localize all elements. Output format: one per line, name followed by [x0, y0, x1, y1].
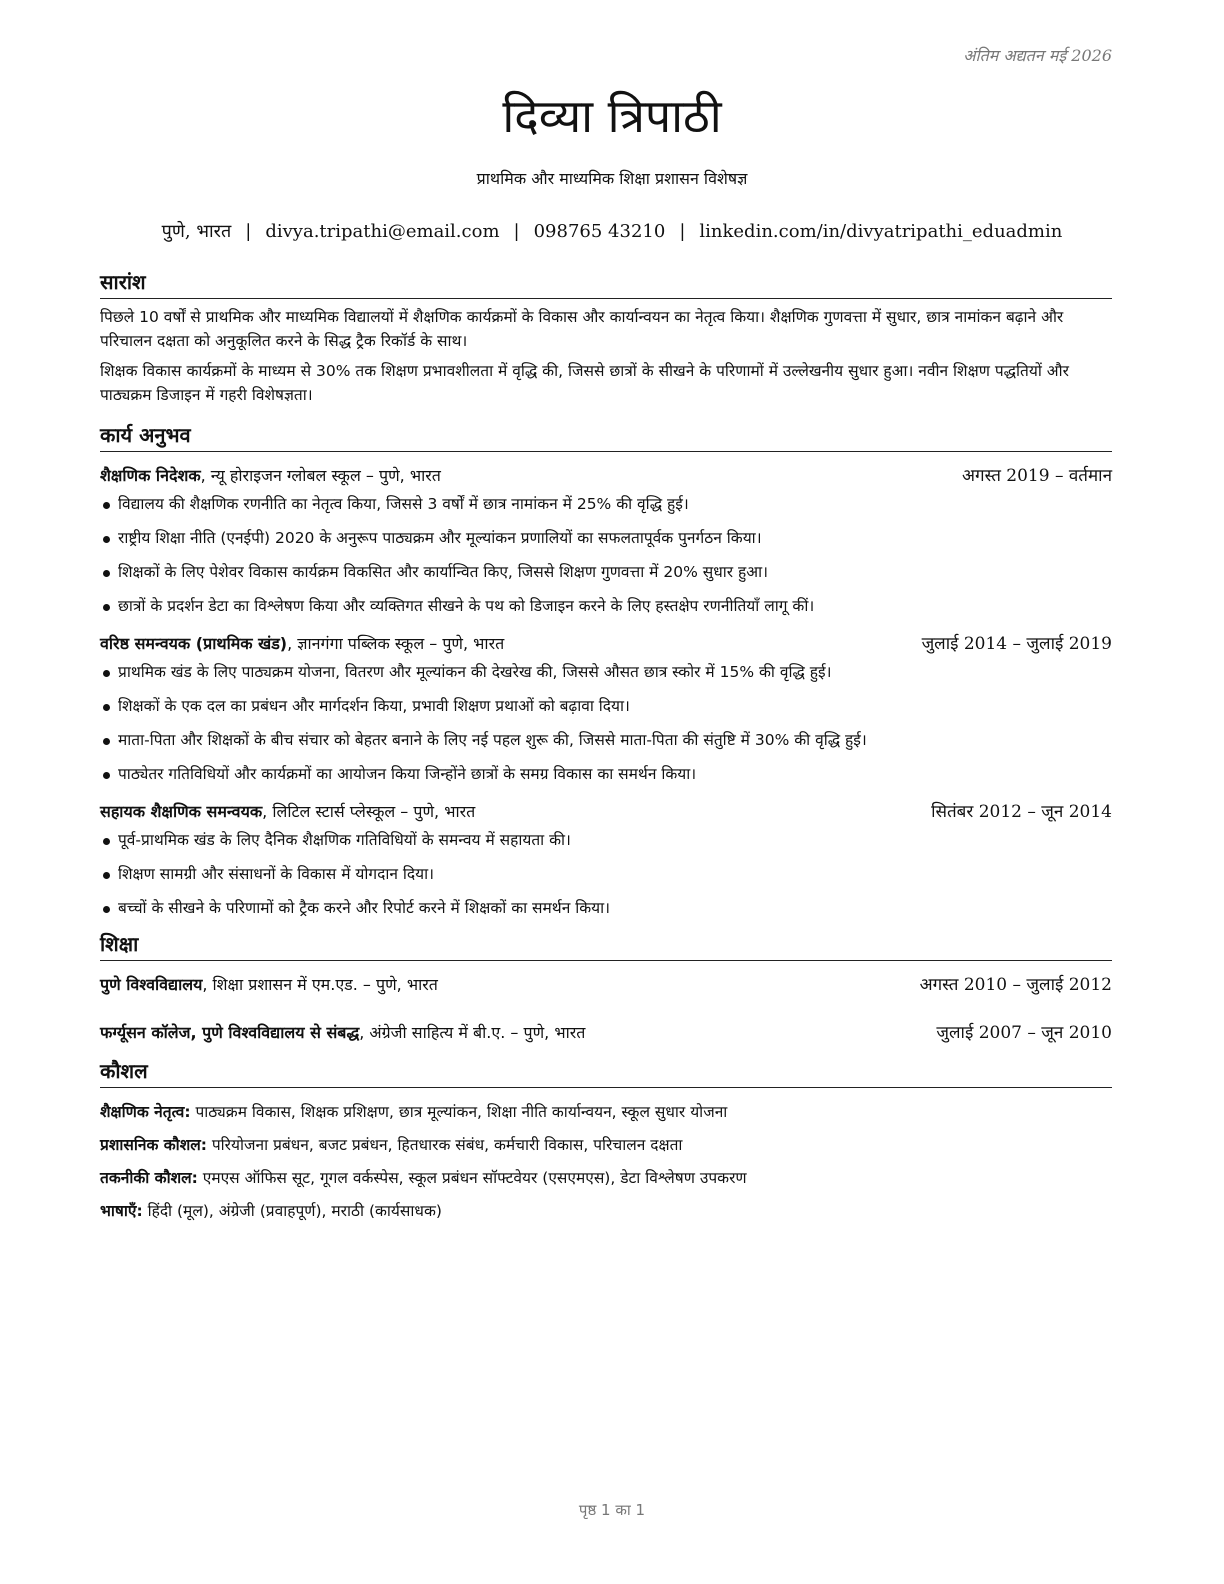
job-entry: [100, 464, 1112, 618]
job-org: , न्यू होराइजन ग्लोबल स्कूल – पुणे, भारत: [200, 466, 441, 485]
skills-value: परियोजना प्रबंधन, बजट प्रबंधन, हितधारक संबंध, कर्मचारी विकास, परिचालन दक्षता: [206, 1136, 683, 1154]
education-entry: [100, 973, 1112, 997]
list-item: विद्यालय की शैक्षणिक रणनीति का नेतृत्व किया, जिससे 3 वर्षों में छात्र नामांकन में 25% की वृद्धि हुई।: [100, 492, 1112, 516]
summary-paragraph: पिछले 10 वर्षों से प्राथमिक और माध्यमिक विद्यालयों में शैक्षणिक कार्यक्रमों के विकास और कार्यान्वयन का नेतृत्व किया। शैक्षणिक गुणवत्ता में सुधार, छात्र नामांकन बढ़ाने और परिचालन दक्षता को अनुकूलित करने के सिद्ध ट्रैक रिकॉर्ड के साथ।: [100, 308, 1064, 350]
education-detail: , शिक्षा प्रशासन में एम.एड. – पुणे, भारत: [202, 975, 438, 994]
education-school: पुणे विश्वविद्यालय: [100, 975, 203, 994]
contact-separator: |: [679, 221, 686, 242]
list-item: प्राथमिक खंड के लिए पाठ्यक्रम योजना, वितरण और मूल्यांकन की देखरेख की, जिससे औसत छात्र स्कोर में 15% की वृद्धि हुई।: [100, 660, 1112, 684]
contact-separator: |: [245, 221, 252, 242]
skills-row: [100, 1133, 1112, 1157]
job-title-line: [100, 464, 441, 488]
education-school: फर्ग्यूसन कॉलेज, पुणे विश्वविद्यालय से संबद्ध: [100, 1023, 360, 1042]
list-item: शिक्षकों के एक दल का प्रबंधन और मार्गदर्शन किया, प्रभावी शिक्षण प्रथाओं को बढ़ावा दिया।: [100, 694, 1112, 718]
job-role: शैक्षणिक निदेशक: [100, 466, 201, 485]
list-item: शिक्षण सामग्री और संसाधनों के विकास में योगदान दिया।: [100, 862, 1112, 886]
skills-value: एमएस ऑफिस सूट, गूगल वर्कस्पेस, स्कूल प्रबंधन सॉफ्टवेयर (एसएमएस), डेटा विश्लेषण उपकरण: [197, 1169, 747, 1187]
education-detail: , अंग्रेजी साहित्य में बी.ए. – पुणे, भारत: [359, 1023, 586, 1042]
job-header: [100, 632, 1112, 656]
job-org: , ज्ञानगंगा पब्लिक स्कूल – पुणे, भारत: [287, 634, 505, 653]
last-updated: अंतिम अद्यतन मई 2026: [963, 46, 1112, 65]
skills-label: भाषाएँ:: [100, 1202, 143, 1220]
job-title-line: [100, 632, 504, 656]
skills-label: शैक्षणिक नेतृत्व:: [100, 1103, 191, 1121]
list-item: बच्चों के सीखने के परिणामों को ट्रैक करने और रिपोर्ट करने में शिक्षकों का समर्थन किया।: [100, 896, 1112, 920]
job-org: , लिटिल स्टार्स प्लेस्कूल – पुणे, भारत: [262, 802, 476, 821]
job-header: [100, 464, 1112, 488]
list-item: राष्ट्रीय शिक्षा नीति (एनईपी) 2020 के अनुरूप पाठ्यक्रम और मूल्यांकन प्रणालियों का सफलतापूर्वक पुनर्गठन किया।: [100, 526, 1112, 550]
job-dates: सितंबर 2012 – जून 2014: [931, 802, 1112, 822]
skills-row: [100, 1166, 1112, 1190]
skills-value: पाठ्यक्रम विकास, शिक्षक प्रशिक्षण, छात्र मूल्यांकन, शिक्षा नीति कार्यान्वयन, स्कूल सुधार योजना: [190, 1103, 728, 1121]
job-dates: जुलाई 2014 – जुलाई 2019: [921, 634, 1112, 654]
list-item: छात्रों के प्रदर्शन डेटा का विश्लेषण किया और व्यक्तिगत सीखने के पथ को डिजाइन करने के लिए हस्तक्षेप रणनीतियाँ लागू कीं।: [100, 594, 1112, 618]
job-role: वरिष्ठ समन्वयक (प्राथमिक खंड): [100, 634, 288, 653]
candidate-name: दिव्या त्रिपाठी: [502, 89, 722, 143]
page-number: पृष्ठ 1 का 1: [578, 1501, 646, 1519]
list-item: पूर्व-प्राथमिक खंड के लिए दैनिक शैक्षणिक गतिविधियों के समन्वय में सहायता की।: [100, 828, 1112, 852]
education-dates: जुलाई 2007 – जून 2010: [936, 1023, 1112, 1043]
contact-linkedin[interactable]: linkedin.com/in/divyatripathi_eduadmin: [699, 221, 1063, 242]
job-title-line: [100, 800, 475, 824]
contact-separator: |: [513, 221, 520, 242]
education-dates: अगस्त 2010 – जुलाई 2012: [919, 975, 1112, 995]
education-line: [100, 1021, 585, 1045]
summary-section: [100, 268, 1112, 407]
education-entry: [100, 1021, 1112, 1045]
tagline: प्राथमिक और माध्यमिक शिक्षा प्रशासन विशेषज्ञ: [476, 169, 748, 188]
job-header: [100, 800, 1112, 824]
skills-row: [100, 1100, 1112, 1124]
resume-content: [100, 268, 1112, 1223]
skills-value: हिंदी (मूल), अंग्रेजी (प्रवाहपूर्ण), मराठी (कार्यसाधक): [142, 1202, 442, 1220]
skills-label: तकनीकी कौशल:: [100, 1169, 198, 1187]
job-bullets: [100, 828, 1112, 920]
contact-location: पुणे, भारत: [161, 221, 232, 242]
list-item: पाठ्येतर गतिविधियों और कार्यक्रमों का आयोजन किया जिन्होंने छात्रों के समग्र विकास का समर्थन किया।: [100, 762, 1112, 786]
skills-label: प्रशासनिक कौशल:: [100, 1136, 207, 1154]
contact-phone: 098765 43210: [533, 221, 666, 242]
contact-line: [0, 219, 1224, 243]
job-bullets: [100, 660, 1112, 786]
job-role: सहायक शैक्षणिक समन्वयक: [100, 802, 263, 821]
job-dates: अगस्त 2019 – वर्तमान: [962, 466, 1112, 486]
section-title-summary: सारांश: [100, 268, 1112, 299]
education-line: [100, 973, 438, 997]
skills-section: [100, 1057, 1112, 1223]
list-item: शिक्षकों के लिए पेशेवर विकास कार्यक्रम विकसित और कार्यान्वित किए, जिससे शिक्षण गुणवत्ता में 20% सुधार हुआ।: [100, 560, 1112, 584]
section-title-education: शिक्षा: [100, 930, 1112, 961]
list-item: माता-पिता और शिक्षकों के बीच संचार को बेहतर बनाने के लिए नई पहल शुरू की, जिससे माता-पिता की संतुष्टि में 30% की वृद्धि हुई।: [100, 728, 1112, 752]
job-bullets: [100, 492, 1112, 618]
job-entry: [100, 800, 1112, 920]
section-title-skills: कौशल: [100, 1057, 1112, 1088]
contact-email[interactable]: divya.tripathi@email.com: [265, 221, 500, 242]
job-entry: [100, 632, 1112, 786]
education-section: [100, 930, 1112, 1045]
summary-paragraph: शिक्षक विकास कार्यक्रमों के माध्यम से 30% तक शिक्षण प्रभावशीलता में वृद्धि की, जिससे छात्रों के सीखने के परिणामों में उल्लेखनीय सुधार हुआ। नवीन शिक्षण पद्धतियों और पाठ्यक्रम डिजाइन में गहरी विशेषज्ञता।: [100, 362, 1069, 404]
experience-section: [100, 421, 1112, 920]
section-title-experience: कार्य अनुभव: [100, 421, 1112, 452]
skills-row: [100, 1199, 1112, 1223]
